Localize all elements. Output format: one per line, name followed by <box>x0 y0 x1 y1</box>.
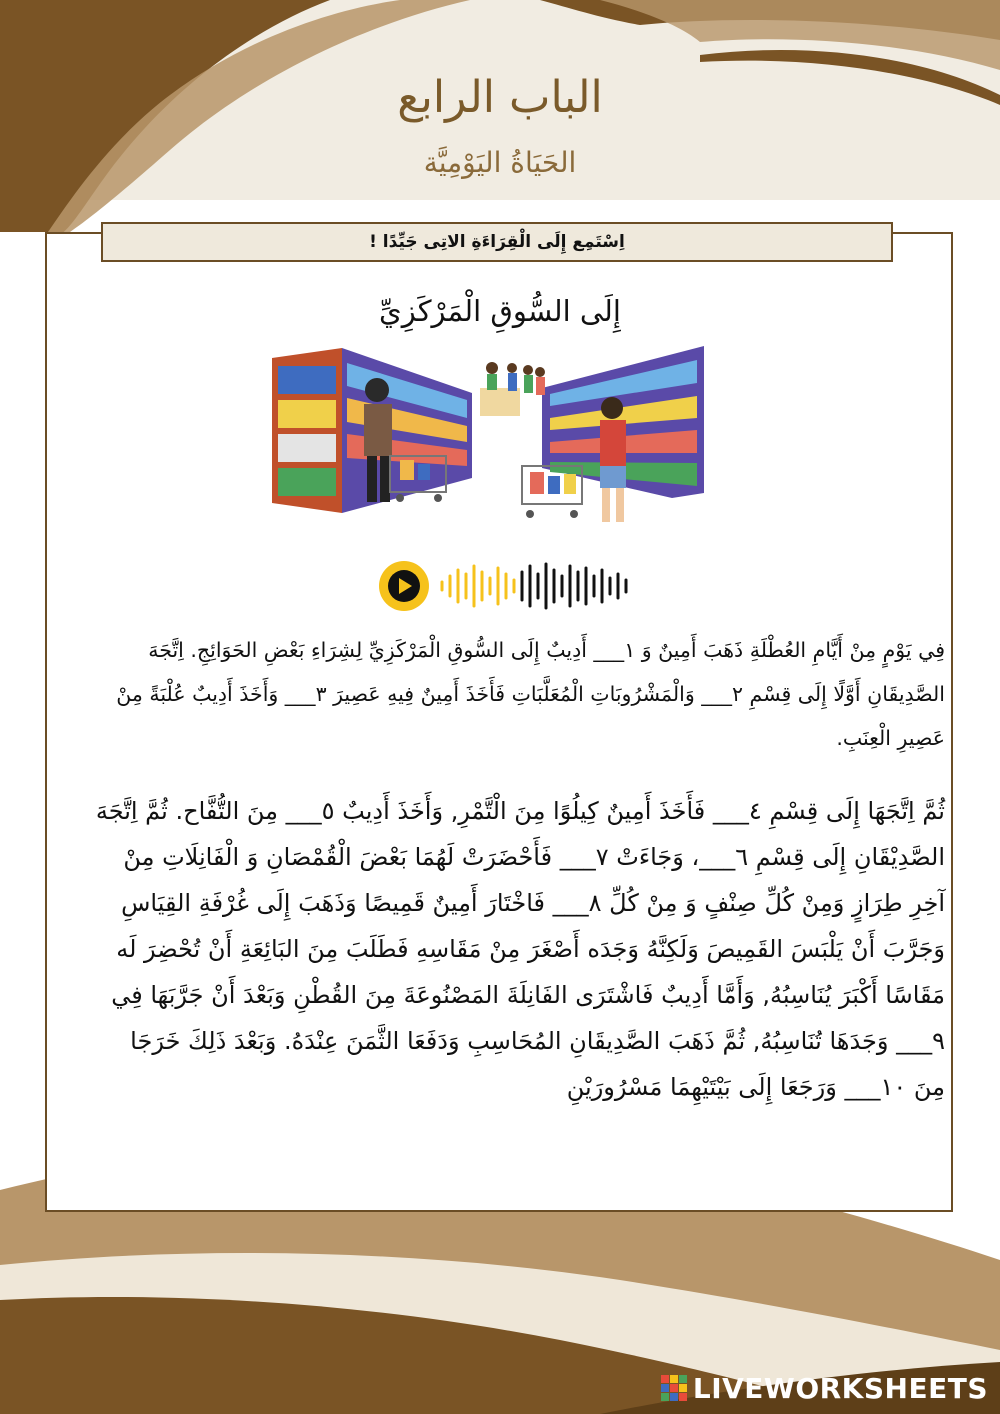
chapter-title: الباب الرابع <box>397 72 603 123</box>
story-paragraph-2: ثُمَّ اِتَّجَهَا إِلَى قِسْمِ ٤___ فَأَخَذَ أَمِينٌ كِيلُوًا مِنَ الْتَّمْرِ, وَأَخَذَ أَدِيبٌ ٥___ مِنَ التُّفَّاح. ثُمَّ اِتَّجَهَ الصَّدِيْقَانِ إِلَى قِسْمِ ٦___، وَجَاءَتْ ٧___ فَأَحْضَرَتْ لَهُمَا بَعْضَ الْقُمْصَانِ وَ الْفَانِلَاتِ مِنْ آخِرِ طِرَازٍ وَمِنْ كُلِّ صِنْفٍ وَ مِنْ كُلِّ ٨___ فَاخْتَارَ أَمِينٌ قَمِيصًا وَذَهَبَ إِلَى غُرْفَةِ القِيَاسِ وَجَرَّبَ أَنْ يَلْبَسَ القَمِيصَ وَلَكِنَّهُ وَجَدَه أَصْغَرَ مِنْ مَقَاسِهِ فَطَلَبَ مِنَ البَائِعَةِ أَنْ تُحْضِرَ لَه مَقَاسًا أَكْبَرَ يُنَاسِبُهُ, وَأَمَّا أَدِيبٌ فَاشْتَرَى الفَانِلَةَ المَصْنُوعَةَ مِنَ القُطْنِ وَبَعْدَ أَنْ جَرَّبَهَا فِي ٩___ وَجَدَهَا تُنَاسِبُهُ, ثُمَّ ذَهَبَ الصَّدِيقَانِ المُحَاسِبِ وَدَفَعَا الثَّمَنَ عِنْدَهُ. وَبَعْدَ ذَلِكَ خَرَجَا مِنَ ١٠___ وَرَجَعَا إِلَى بَيْتَيْهِمَا مَسْرُورَيْنِ <box>95 797 945 1101</box>
footer-brand[interactable] <box>658 1370 988 1406</box>
waveform-icon <box>438 560 638 612</box>
story-paragraph-1: فِي يَوْمٍ مِنْ أَيَّامِ العُطْلَةِ ذَهَبَ أَمِينٌ وَ ١___ أَدِيبٌ إِلَى السُّوقِ الْمَرْكَزِيِّ لِشِرَاءِ بَعْضِ الحَوَائِجِ. اِتَّجَهَ الصَّدِيقَانِ أَوَّلًا إِلَى قِسْمِ ٢___ وَالْمَشْرُوبَاتِ الْمُعَلَّبَاتِ فَأَخَذَ أَمِينٌ فِيهِ عَصِيرَ ٣___ وَأَخَذَ أَدِيبٌ عُلْبَةً مِنْ عَصِيرِ الْعِنَبِ. <box>116 638 945 750</box>
chapter-subtitle: الحَيَاةُ اليَوْمِيَّة <box>423 146 577 179</box>
liveworksheets-logo-icon <box>661 1375 687 1401</box>
play-icon[interactable] <box>378 560 430 612</box>
brand-name: LIVEWORKSHEETS <box>692 1371 988 1405</box>
instruction-banner: اِسْتَمِع إِلَى الْقِرَاءَةِ الاتِى جَيِّدًا ! <box>101 222 893 262</box>
story-title: إِلَى السُّوقِ الْمَرْكَزِيِّ <box>379 294 621 328</box>
audio-player <box>378 560 638 612</box>
supermarket-illustration <box>272 338 704 528</box>
